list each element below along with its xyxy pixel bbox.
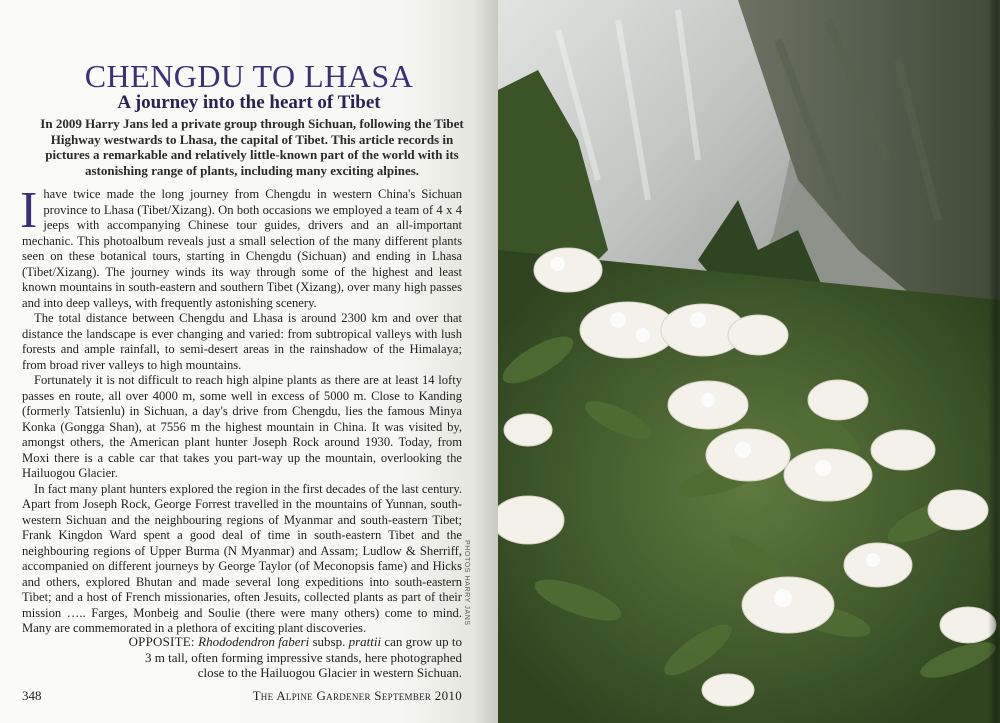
- species-name: Rhododendron faberi: [198, 634, 310, 649]
- spine-shadow: [988, 0, 1000, 723]
- body-paragraph: In fact many plant hunters explored the region in the first decades of the last century. Apart from Joseph Rock, George Forrest travelled in the mountains of Yunnan, south-western Sichuan and the neighbouring regions of Myanmar and south-eastern Tibet; Frank Kingdon Ward spent a good deal of time in south-eastern Tibet and the neighbouring regions of Upper Burma (N Myanmar) and Assam; Ludlow & Sherriff, accompanied on different journeys by George Taylor (of Meconopsis fame) and Hicks and others, explored Bhutan and made several long expeditions into south-eastern Tibet; and a host of French missionaries, often Jesuits, collected plants as part of their mission ….. Farges, Monbeig and Soulie (there were many others) come to mind. Many are commemorated in a plethora of exciting plant discoveries.: [22, 481, 462, 635]
- page-number: 348: [22, 688, 42, 703]
- article-subtitle: A journey into the heart of Tibet: [117, 92, 381, 113]
- body-paragraph: The total distance between Chengdu and Lhasa is around 2300 km and over that distance the landscape is ever changing and varied: from subtropical valleys with lush forests and ample rainfall, to semi-desert areas in the rainshadow of the Himalaya; from broad river valleys to high mountains.: [22, 311, 462, 372]
- article-body: [20, 182, 462, 637]
- photo-credit: PHOTOS HARRY JANS: [463, 540, 470, 626]
- article-title: CHENGDU TO LHASA: [84, 58, 414, 94]
- subspecies-name: prattii: [348, 634, 382, 649]
- article-standfirst: In 2009 Harry Jans led a private group through Sichuan, following the Tibet Highway westwards to Lhasa, the capital of Tibet. This article records in pictures a remarkable and relatively little-known part of the world with its astonishing range of plants, including many exciting alpines.: [40, 116, 464, 178]
- body-paragraph: Ihave twice made the long journey from Chengdu in western China's Sichuan province to Lhasa (Tibet/Xizang). On both occasions we employed a team of 4 x 4 jeeps with accompanying Chinese tour guides, drivers and an all-important mechanic. This photoalbum reveals just a small selection of the many different plants seen on these botanical tours, starting in Chengdu (Sichuan) and ending in Lhasa (Tibet/Xizang). The journey winds its way through some of the highest and least known mountains in south-eastern and southern Tibet (Xizang), over many high passes and into deep valleys, with frequently astonishing scenery.: [20, 182, 462, 310]
- photo-caption: OPPOSITE: Rhododendron faberi subsp. prattii can grow up to 3 m tall, often forming impressive stands, here photographed close to the Hailuogou Glacier in western Sichuan.: [128, 634, 462, 680]
- left-page: [0, 0, 498, 723]
- body-paragraph: Fortunately it is not difficult to reach high alpine plants as there are at least 14 lofty passes en route, all over 4000 m, some well in excess of 5000 m. Close to Kanding (formerly Tatsienlu) in Sichuan, a day's drive from Chengdu, lies the famous Minya Konka (Gongga Shan), at 7556 m the highest mountain in China. It was visited by, amongst others, the American plant hunter Joseph Rock around 1930. Today, from Moxi there is a cable car that takes you part-way up the mountain, overlooking the Hailuogou Glacier.: [22, 373, 462, 480]
- drop-cap: I: [20, 182, 38, 239]
- right-page-photo: [498, 0, 1000, 723]
- running-footer: The Alpine Gardener September 2010: [252, 688, 462, 703]
- rhododendron-glacier-photo: [498, 0, 1000, 723]
